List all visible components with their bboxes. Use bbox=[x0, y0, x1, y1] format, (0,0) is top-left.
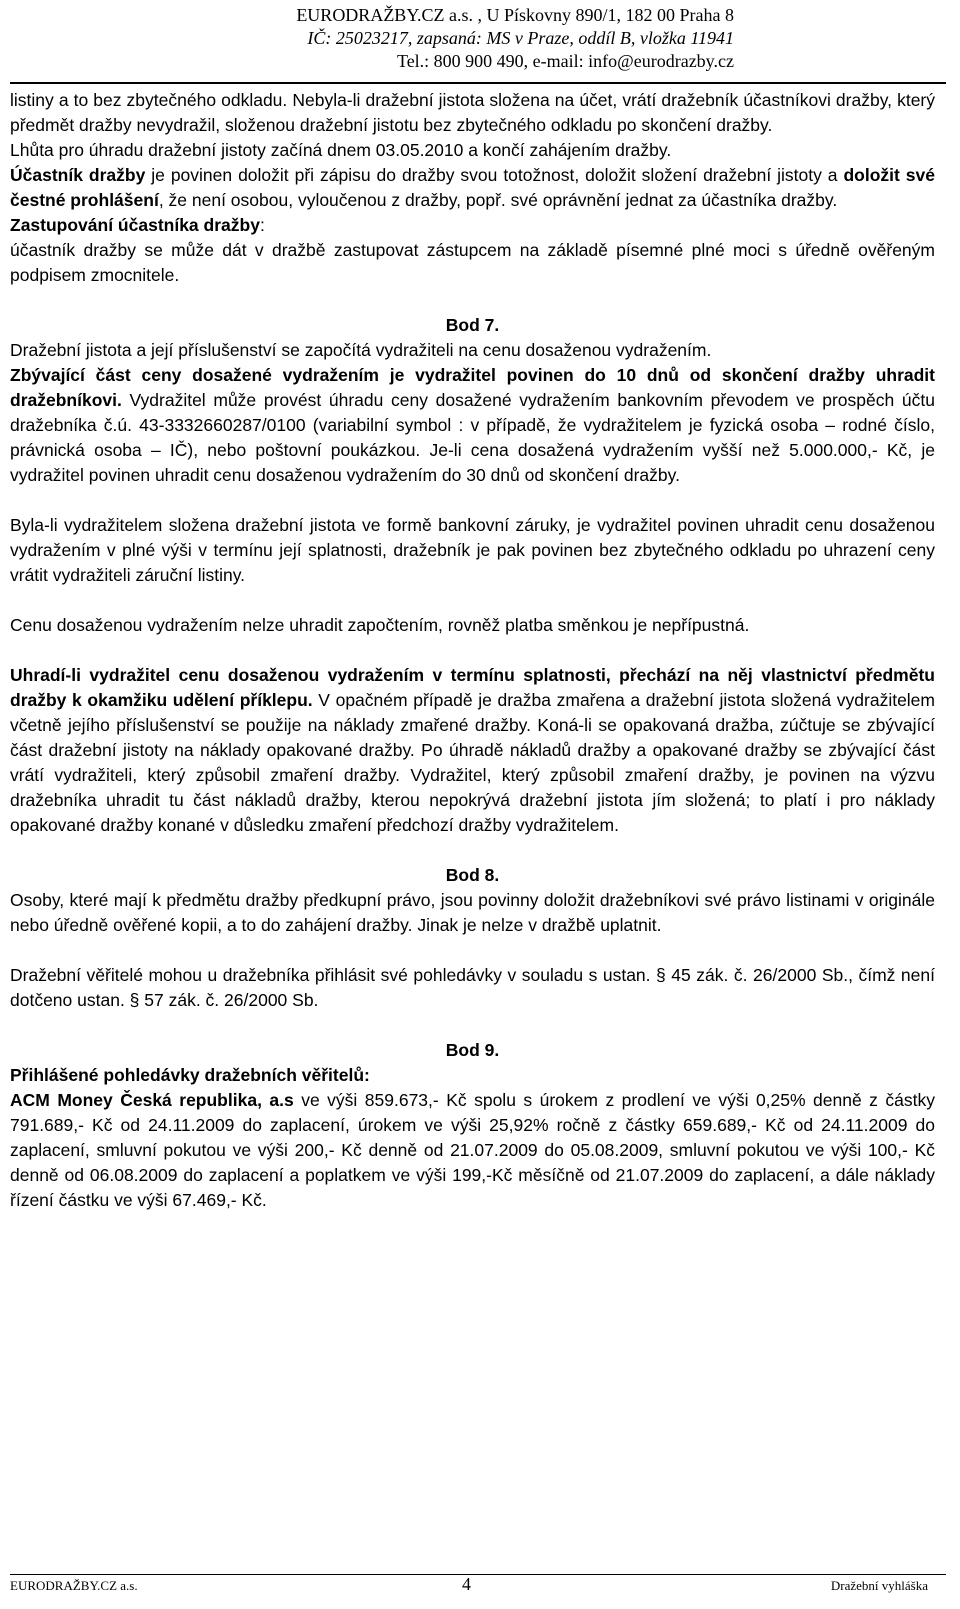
section-heading-bod-9: Bod 9. bbox=[445, 1040, 500, 1060]
section-heading-bod-8: Bod 8. bbox=[445, 865, 500, 885]
header-contact-line: Tel.: 800 900 490, e-mail: info@eurodrazby.cz bbox=[396, 51, 734, 71]
page-footer bbox=[0, 1574, 960, 1609]
footer-company: EURODRAŽBY.CZ a.s. bbox=[10, 1578, 138, 1593]
paragraph: Osoby, které mají k předmětu dražby předkupní právo, jsou povinny doložit dražebníkovi své právo listinami v originále nebo úředně ověřené kopii, a to do zahájení dražby. Jinak je nelze v dražbě uplatnit. bbox=[10, 890, 935, 935]
page-number: 4 bbox=[462, 1574, 471, 1594]
header-divider bbox=[10, 82, 946, 84]
subheading: Zastupování účastníka dražby: bbox=[10, 215, 265, 235]
footer-document-title: Dražební vyhláška bbox=[830, 1578, 928, 1593]
paragraph: listiny a to bez zbytečného odkladu. Nebyla-li dražební jistota složena na účet, vrátí dražebník účastníkovi dražby, který předmět dražby nevydražil, složenou dražební jistotu bez zbytečného odkladu po skončení dražby. bbox=[10, 90, 935, 135]
section-heading-bod-7: Bod 7. bbox=[445, 315, 500, 335]
bold-text: doložit své čestné prohlášení bbox=[10, 165, 935, 210]
page-header bbox=[0, 4, 960, 73]
paragraph: Cenu dosaženou vydražením nelze uhradit započtením, rovněž platba směnkou je nepřípustná. bbox=[10, 615, 750, 635]
paragraph: Dražební věřitelé mohou u dražebníka přihlásit své pohledávky v souladu s ustan. § 45 zák. č. 26/2000 Sb., čímž není dotčeno ustan. § 57 zák. č. 26/2000 Sb. bbox=[10, 965, 935, 1010]
header-company-line: EURODRAŽBY.CZ a.s. , U Pískovny 890/1, 182 00 Praha 8 bbox=[296, 5, 734, 25]
paragraph: Účastník dražby je povinen doložit při zápisu do dražby svou totožnost, doložit složení dražební jistoty a doložit své čestné prohlášení, že není osobou, vyloučenou z dražby, popř. své oprávnění jednat za účastníka dražby. bbox=[10, 165, 935, 210]
paragraph: Uhradí-li vydražitel cenu dosaženou vydražením v termínu splatnosti, přechází na něj vlastnictví předmětu dražby k okamžiku udělení příklepu. V opačném případě je dražba zmařena a dražební jistota složená vydražitelem včetně jejího příslušenství se použije na náklady zmařené dražby. Koná-li se opakovaná dražba, zúčtuje se zbývající část dražební jistoty na náklady opakované dražby. Po úhradě nákladů dražby a opakované dražby se zbývající část vrátí vydražiteli, který způsobil zmaření dražby. Vydražitel, který způsobil zmaření dražby, je povinen na výzvu dražebníka uhradit tu část nákladů dražby, kterou nepokrývá dražební jistota jím složená; to platí i pro náklady opakované dražby konané v důsledku zmaření předchozí dražby vydražitelem. bbox=[10, 665, 935, 835]
paragraph: Byla-li vydražitelem složena dražební jistota ve formě bankovní záruky, je vydražitel povinen uhradit cenu dosaženou vydražením v plné výši v termínu její splatnosti, dražebník je pak povinen bez zbytečného odkladu po uhrazení ceny vrátit vydražiteli záruční listiny. bbox=[10, 515, 935, 585]
document-body bbox=[10, 88, 935, 1213]
paragraph: Lhůta pro úhradu dražební jistoty začíná dnem 03.05.2010 a končí zahájením dražby. bbox=[10, 140, 672, 160]
paragraph: Dražební jistota a její příslušenství se započítá vydražiteli na cenu dosaženou vydražením. bbox=[10, 340, 712, 360]
paragraph: účastník dražby se může dát v dražbě zastupovat zástupcem na základě písemné plné moci s úředně ověřeným podpisem zmocnitele. bbox=[10, 240, 935, 285]
header-registration-line: IČ: 25023217, zapsaná: MS v Praze, oddíl B, vložka 11941 bbox=[307, 28, 734, 48]
paragraph: Zbývající část ceny dosažené vydražením je vydražitel povinen do 10 dnů od skončení dražby uhradit dražebníkovi. Vydražitel může provést úhradu ceny dosažené vydražením bankovním převodem ve prospěch účtu dražebníka č.ú. 43-3332660287/0100 (variabilní symbol : v případě, že vydražitelem je fyzická osoba – rodné číslo, právnická osoba – IČ), nebo poštovní poukázkou. Je-li cena dosažená vydražením vyšší než 5.000.000,- Kč, je vydražitel povinen uhradit cenu dosaženou vydražením do 30 dnů od skončení dražby. bbox=[10, 365, 935, 485]
subheading: Přihlášené pohledávky dražebních věřitelů: bbox=[10, 1065, 370, 1085]
paragraph: ACM Money Česká republika, a.s ve výši 859.673,- Kč spolu s úrokem z prodlení ve výši 0,25% denně z částky 791.689,- Kč od 24.11.2009 do zaplacení, úrokem ve výši 25,92% ročně z částky 659.689,- Kč od 24.11.2009 do zaplacení, smluvní pokutou ve výši 200,- Kč denně od 21.07.2009 do 05.08.2009, smluvní pokutou ve výši 100,- Kč denně od 06.08.2009 do zaplacení a poplatkem ve výši 199,-Kč měsíčně od 21.07.2009 do zaplacení, a dále náklady řízení částku ve výši 67.469,- Kč. bbox=[10, 1090, 935, 1210]
bold-text: Účastník dražby bbox=[10, 165, 146, 185]
footer-divider bbox=[10, 1574, 946, 1575]
